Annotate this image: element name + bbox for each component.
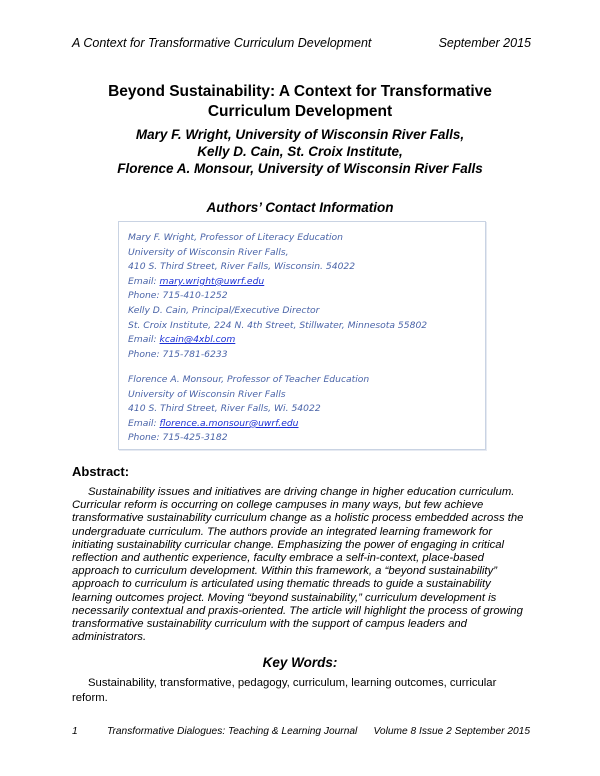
contact-org: University of Wisconsin River Falls, <box>128 246 289 258</box>
contact-address: 410 S. Third Street, River Falls, Wisconsin. 54022 <box>128 261 356 273</box>
running-header-title: A Context for Transformative Curriculum Development <box>72 36 372 50</box>
contact-phone: Phone: 715-410-1252 <box>128 290 228 302</box>
author-line: Mary F. Wright, University of Wisconsin River Falls, <box>135 127 465 142</box>
abstract-text: Sustainability issues and initiatives are driving change in higher education curriculum. Curricular reform is occurring on college campuses in many ways, but few achieve transformative sustainability curriculum change as a holistic process embedded across the undergraduate curriculum. The authors provide an integrated learning framework for initiating sustainability curricular change. Emphasizing the power of engaging in critical reflection and authentic experience, faculty embrace a self-in-context, place-based approach to curriculum development. Within this framework, a “beyond sustainability” approach to curriculum is articulated using thematic threads to guide a sustainability learning outcomes project. Moving “beyond sustainability,” curriculum development is necessarily contextual and praxis-oriented. The article will highlight the process of growing transformative sustainability curriculum with the support of campus leaders and administrators. <box>72 486 524 644</box>
contact-block-cain <box>128 304 427 362</box>
journal-name: Transformative Dialogues: Teaching & Learning Journal <box>107 726 358 737</box>
contact-email-line: Email: florence.a.monsour@uwrf.edu <box>128 417 299 429</box>
author-line: Kelly D. Cain, St. Croix Institute, <box>197 144 403 159</box>
contact-role: Kelly D. Cain, Principal/Executive Director <box>128 305 320 316</box>
abstract-body <box>72 486 532 644</box>
contact-email-line: Email: mary.wright@uwrf.edu <box>128 275 265 287</box>
contact-heading: Authors’ Contact Information <box>206 200 394 215</box>
contact-role: Mary F. Wright, Professor of Literacy Education <box>128 232 343 243</box>
contact-block-wright <box>128 231 355 304</box>
contact-phone: Phone: 715-781-6233 <box>128 348 228 360</box>
email-link-wright[interactable]: mary.wright@uwrf.edu <box>159 275 265 287</box>
issue-info: Volume 8 Issue 2 September 2015 <box>373 726 530 737</box>
running-header-date: September 2015 <box>438 36 531 50</box>
author-line: Florence A. Monsour, University of Wisconsin River Falls <box>117 161 483 176</box>
contact-role: Florence A. Monsour, Professor of Teacher Education <box>128 374 370 385</box>
contact-address: 410 S. Third Street, River Falls, Wi. 54022 <box>128 403 321 415</box>
keywords-text: Sustainability, transformative, pedagogy, curriculum, learning outcomes, curricular reform. <box>72 677 497 704</box>
keywords-body <box>72 676 532 706</box>
email-link-cain[interactable]: kcain@4xbl.com <box>159 334 236 346</box>
keywords-heading: Key Words: <box>262 655 338 670</box>
contact-org: St. Croix Institute, 224 N. 4th Street, Stillwater, Minnesota 55802 <box>128 319 428 331</box>
paper-title-line-1: Beyond Sustainability: A Context for Transformative <box>108 83 492 100</box>
contact-email-line: Email: kcain@4xbl.com <box>128 334 236 346</box>
paper-title <box>0 82 600 122</box>
contact-phone: Phone: 715-425-3182 <box>128 432 228 444</box>
paper-title-line-2: Curriculum Development <box>207 103 393 120</box>
author-list <box>0 126 600 177</box>
email-link-monsour[interactable]: florence.a.monsour@uwrf.edu <box>159 417 299 429</box>
page-number: 1 <box>72 726 78 737</box>
abstract-heading: Abstract: <box>72 464 130 479</box>
contact-org: University of Wisconsin River Falls <box>128 388 286 400</box>
contact-block-monsour <box>128 373 369 446</box>
